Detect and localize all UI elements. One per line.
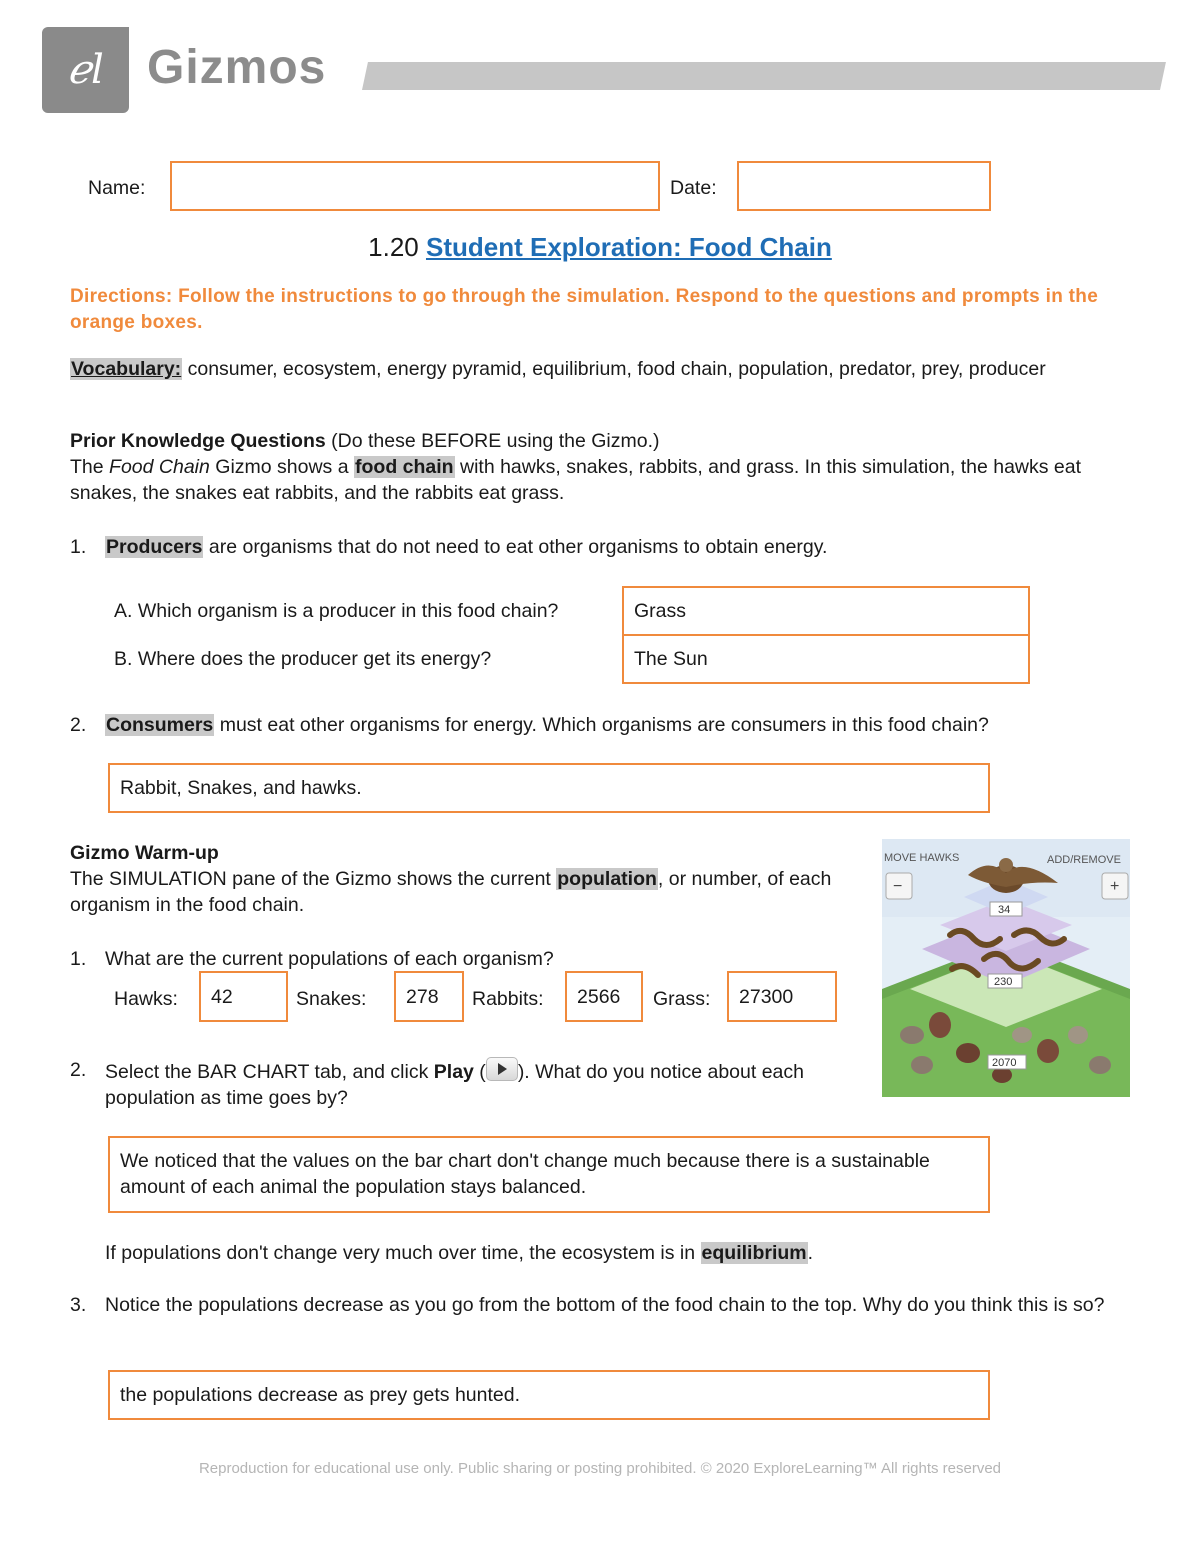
vocabulary-label: Vocabulary: <box>71 358 182 380</box>
term-producers: Producers <box>106 536 203 558</box>
question-text: ). What do you notice about each population as time goes by? <box>105 1061 804 1109</box>
question-decrease: Notice the populations decrease as you go from the bottom of the food chain to the top. Why do you think this is so? <box>105 1294 1105 1316</box>
question-text: ( <box>473 1061 486 1083</box>
warmup-intro-text: The SIMULATION pane of the Gizmo shows the current <box>70 868 557 890</box>
question-number: 1. <box>70 948 87 970</box>
prior-intro-text: The <box>70 456 110 478</box>
snake-count: 230 <box>994 976 1013 988</box>
name-field[interactable] <box>170 161 660 211</box>
question-text: are organisms that do not need to eat other organisms to obtain energy. <box>203 536 828 558</box>
title-number: 1.20 <box>368 232 419 262</box>
prior-intro-text: with hawks, snakes, rabbits, and grass. In this simulation, the hawks eat snakes, the snakes eat rabbits, and the rabbits eat grass. <box>70 456 1082 504</box>
brand-name: Gizmos <box>147 41 327 94</box>
grass-field[interactable]: 27300 <box>727 971 837 1022</box>
hawk-count: 34 <box>998 904 1011 916</box>
prior-heading-note: (Do these BEFORE using the Gizmo.) <box>325 430 660 452</box>
snakes-label: Snakes: <box>296 988 367 1010</box>
plus-symbol: + <box>1110 878 1120 895</box>
rabbits-label: Rabbits: <box>472 988 544 1010</box>
date-field[interactable] <box>737 161 991 211</box>
question-producers <box>105 534 827 560</box>
title-link[interactable]: Student Exploration: Food Chain <box>425 232 832 262</box>
term-equilibrium: equilibrium <box>701 1242 807 1264</box>
minus-symbol: − <box>893 878 903 895</box>
vocabulary <box>70 356 1130 382</box>
term-consumers: Consumers <box>106 714 214 736</box>
warmup-intro-text: , or number, of each organism in the food chain. <box>70 868 832 916</box>
question-consumers <box>105 712 989 738</box>
equilibrium-text: If populations don't change very much over time, the ecosystem is in <box>105 1242 701 1264</box>
warmup-heading: Gizmo Warm-up <box>70 842 219 864</box>
question-number: 2. <box>70 714 87 736</box>
question-number: 2. <box>70 1059 87 1081</box>
simulation-pyramid-image <box>882 839 1130 1097</box>
move-hawks-label: MOVE HAWKS <box>884 852 960 864</box>
answer-decrease[interactable]: the populations decrease as prey gets hunted. <box>108 1370 990 1420</box>
add-remove-label: ADD/REMOVE <box>1047 854 1121 866</box>
answer-bar-chart[interactable]: We noticed that the values on the bar chart don't change much because there is a sustainable amount of each animal the population stays balanced. <box>108 1136 990 1213</box>
question-number: 1. <box>70 536 87 558</box>
question-populations: What are the current populations of each organism? <box>105 948 554 970</box>
directions: Directions: Follow the instructions to go through the simulation. Respond to the questions and prompts in the orange boxes. <box>70 286 1099 333</box>
term-population: population <box>557 868 657 890</box>
rabbits-field[interactable]: 2566 <box>565 971 643 1022</box>
grass-label: Grass: <box>653 988 711 1010</box>
hawks-label: Hawks: <box>114 988 178 1010</box>
warmup-section <box>70 840 870 918</box>
gizmo-name: Food Chain <box>109 456 210 478</box>
answer-producer[interactable]: Grass <box>622 586 1030 636</box>
equilibrium-text: . <box>807 1242 814 1264</box>
snakes-field[interactable]: 278 <box>394 971 464 1022</box>
explorelearning-logo: ℯl <box>67 47 104 93</box>
question-text: Select the BAR CHART tab, and click <box>105 1061 434 1083</box>
vocabulary-text: consumer, ecosystem, energy pyramid, equilibrium, food chain, population, predator, prey, producer <box>182 358 1046 380</box>
page-title <box>0 232 1200 263</box>
question-number: 3. <box>70 1294 87 1316</box>
answer-consumers[interactable]: Rabbit, Snakes, and hawks. <box>108 763 990 813</box>
prior-intro-text: Gizmo shows a <box>209 456 354 478</box>
footer-copyright: Reproduction for educational use only. Public sharing or posting prohibited. © 2020 ExploreLearning™ All rights reserved <box>198 1460 1002 1477</box>
question-bar-chart <box>105 1057 845 1111</box>
name-label: Name: <box>88 177 146 199</box>
question-a: A. Which organism is a producer in this food chain? <box>114 600 559 622</box>
header-bar <box>362 62 1166 90</box>
date-label: Date: <box>670 177 717 199</box>
answer-energy-source[interactable]: The Sun <box>622 634 1030 684</box>
prior-heading: Prior Knowledge Questions <box>70 430 326 452</box>
prior-knowledge <box>70 428 1130 506</box>
equilibrium-note <box>105 1240 813 1266</box>
question-b: B. Where does the producer get its energy? <box>114 648 492 670</box>
play-icon <box>486 1057 518 1081</box>
play-word: Play <box>433 1061 474 1083</box>
question-text: must eat other organisms for energy. Which organisms are consumers in this food chain? <box>214 714 989 736</box>
term-food-chain: food chain <box>355 456 454 478</box>
hawks-field[interactable]: 42 <box>199 971 288 1022</box>
rabbit-count: 2070 <box>992 1057 1017 1069</box>
